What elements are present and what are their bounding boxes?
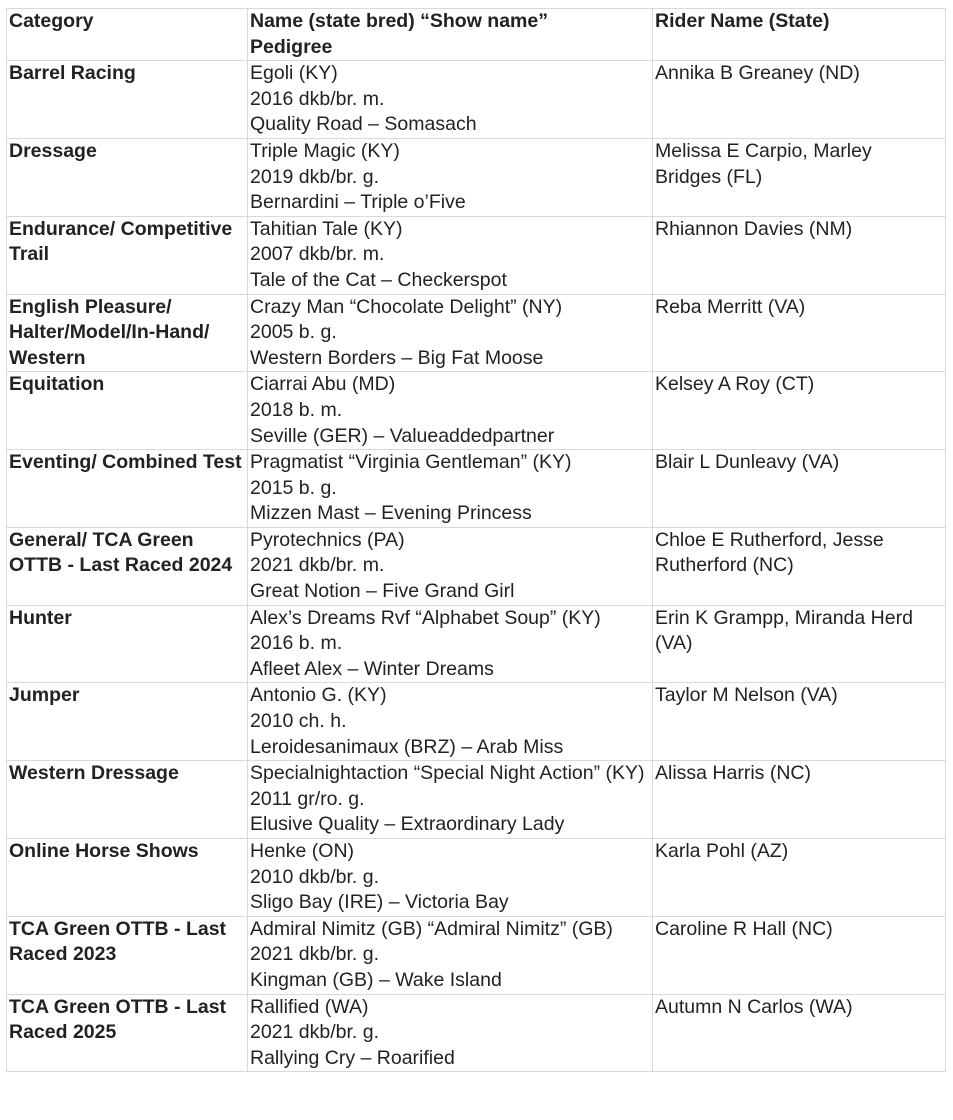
horse-name: Specialnightaction “Special Night Action” (KY) [250, 762, 645, 785]
horse-cell [248, 994, 653, 1072]
horse-details: 2018 b. m. [250, 398, 343, 421]
table-row [7, 138, 946, 216]
header-category: Category [7, 9, 248, 61]
horse-pedigree: Leroidesanimaux (BRZ) – Arab Miss [250, 735, 564, 758]
results-table [6, 8, 946, 1072]
category-cell: Barrel Racing [7, 61, 248, 139]
category-cell: Dressage [7, 138, 248, 216]
table-row [7, 216, 946, 294]
horse-name: Ciarrai Abu (MD) [250, 373, 396, 396]
results-table-container [6, 8, 946, 1072]
horse-details: 2021 dkb/br. g. [250, 943, 380, 966]
table-body [7, 61, 946, 1072]
rider-cell: Alissa Harris (NC) [653, 761, 946, 839]
table-row [7, 294, 946, 372]
horse-cell [248, 839, 653, 917]
horse-cell [248, 527, 653, 605]
horse-cell [248, 372, 653, 450]
horse-name: Pragmatist “Virginia Gentleman” (KY) [250, 451, 572, 474]
header-pedigree-label: Pedigree [250, 35, 333, 58]
table-row [7, 683, 946, 761]
horse-pedigree: Elusive Quality – Extraordinary Lady [250, 813, 565, 836]
horse-cell [248, 450, 653, 528]
horse-name: Pyrotechnics (PA) [250, 528, 405, 551]
category-cell: Eventing/ Combined Test [7, 450, 248, 528]
rider-cell: Rhiannon Davies (NM) [653, 216, 946, 294]
header-name-label: Name (state bred) “Show name” [250, 10, 548, 32]
category-cell: General/ TCA Green OTTB - Last Raced 2024 [7, 527, 248, 605]
horse-pedigree: Western Borders – Big Fat Moose [250, 346, 544, 369]
horse-details: 2016 b. m. [250, 632, 343, 655]
table-row [7, 994, 946, 1072]
horse-details: 2007 dkb/br. m. [250, 243, 385, 266]
horse-cell [248, 605, 653, 683]
category-cell: Online Horse Shows [7, 839, 248, 917]
table-row [7, 372, 946, 450]
horse-details: 2010 dkb/br. g. [250, 865, 380, 888]
horse-details: 2021 dkb/br. g. [250, 1021, 380, 1044]
rider-cell: Blair L Dunleavy (VA) [653, 450, 946, 528]
horse-cell [248, 916, 653, 994]
category-cell: TCA Green OTTB - Last Raced 2023 [7, 916, 248, 994]
horse-pedigree: Tale of the Cat – Checkerspot [250, 268, 507, 291]
category-cell: Endurance/ Competitive Trail [7, 216, 248, 294]
rider-cell: Taylor M Nelson (VA) [653, 683, 946, 761]
horse-name: Tahitian Tale (KY) [250, 217, 403, 240]
horse-details: 2011 gr/ro. g. [250, 787, 365, 810]
horse-name: Antonio G. (KY) [250, 684, 387, 707]
horse-pedigree: Bernardini – Triple o’Five [250, 191, 466, 214]
horse-cell [248, 761, 653, 839]
horse-details: 2019 dkb/br. g. [250, 165, 380, 188]
horse-details: 2015 b. g. [250, 476, 337, 499]
category-cell: Jumper [7, 683, 248, 761]
rider-cell: Reba Merritt (VA) [653, 294, 946, 372]
horse-cell [248, 61, 653, 139]
table-header-row [7, 9, 946, 61]
category-cell: TCA Green OTTB - Last Raced 2025 [7, 994, 248, 1072]
horse-name: Admiral Nimitz (GB) “Admiral Nimitz” (GB) [250, 917, 613, 940]
horse-pedigree: Kingman (GB) – Wake Island [250, 968, 502, 991]
table-row [7, 450, 946, 528]
horse-name: Egoli (KY) [250, 62, 338, 85]
horse-name: Rallified (WA) [250, 995, 369, 1018]
rider-cell: Annika B Greaney (ND) [653, 61, 946, 139]
horse-cell [248, 216, 653, 294]
category-cell: Equitation [7, 372, 248, 450]
horse-pedigree: Seville (GER) – Valueaddedpartner [250, 424, 555, 447]
horse-name: Alex’s Dreams Rvf “Alphabet Soup” (KY) [250, 606, 601, 629]
horse-pedigree: Quality Road – Somasach [250, 113, 477, 136]
header-name-pedigree [248, 9, 653, 61]
table-row [7, 605, 946, 683]
category-cell: English Pleasure/ Halter/Model/In-Hand/ Western [7, 294, 248, 372]
horse-name: Triple Magic (KY) [250, 139, 400, 162]
horse-details: 2016 dkb/br. m. [250, 87, 385, 110]
horse-details: 2005 b. g. [250, 321, 337, 344]
rider-cell: Erin K Grampp, Miranda Herd (VA) [653, 605, 946, 683]
horse-pedigree: Rallying Cry – Roarified [250, 1046, 455, 1069]
rider-cell: Chloe E Rutherford, Jesse Rutherford (NC) [653, 527, 946, 605]
table-row [7, 527, 946, 605]
horse-cell [248, 683, 653, 761]
horse-pedigree: Afleet Alex – Winter Dreams [250, 657, 494, 680]
horse-cell [248, 294, 653, 372]
table-row [7, 916, 946, 994]
horse-name: Crazy Man “Chocolate Delight” (NY) [250, 295, 563, 318]
header-rider: Rider Name (State) [653, 9, 946, 61]
horse-name: Henke (ON) [250, 840, 355, 862]
horse-details: 2010 ch. h. [250, 710, 347, 733]
table-row [7, 61, 946, 139]
category-cell: Hunter [7, 605, 248, 683]
horse-cell [248, 138, 653, 216]
horse-pedigree: Mizzen Mast – Evening Princess [250, 502, 532, 525]
table-row [7, 761, 946, 839]
horse-pedigree: Sligo Bay (IRE) – Victoria Bay [250, 891, 509, 914]
rider-cell: Autumn N Carlos (WA) [653, 994, 946, 1072]
table-row [7, 839, 946, 917]
horse-details: 2021 dkb/br. m. [250, 554, 385, 577]
rider-cell: Melissa E Carpio, Marley Bridges (FL) [653, 138, 946, 216]
rider-cell: Karla Pohl (AZ) [653, 839, 946, 917]
horse-pedigree: Great Notion – Five Grand Girl [250, 580, 515, 603]
category-cell: Western Dressage [7, 761, 248, 839]
rider-cell: Kelsey A Roy (CT) [653, 372, 946, 450]
rider-cell: Caroline R Hall (NC) [653, 916, 946, 994]
